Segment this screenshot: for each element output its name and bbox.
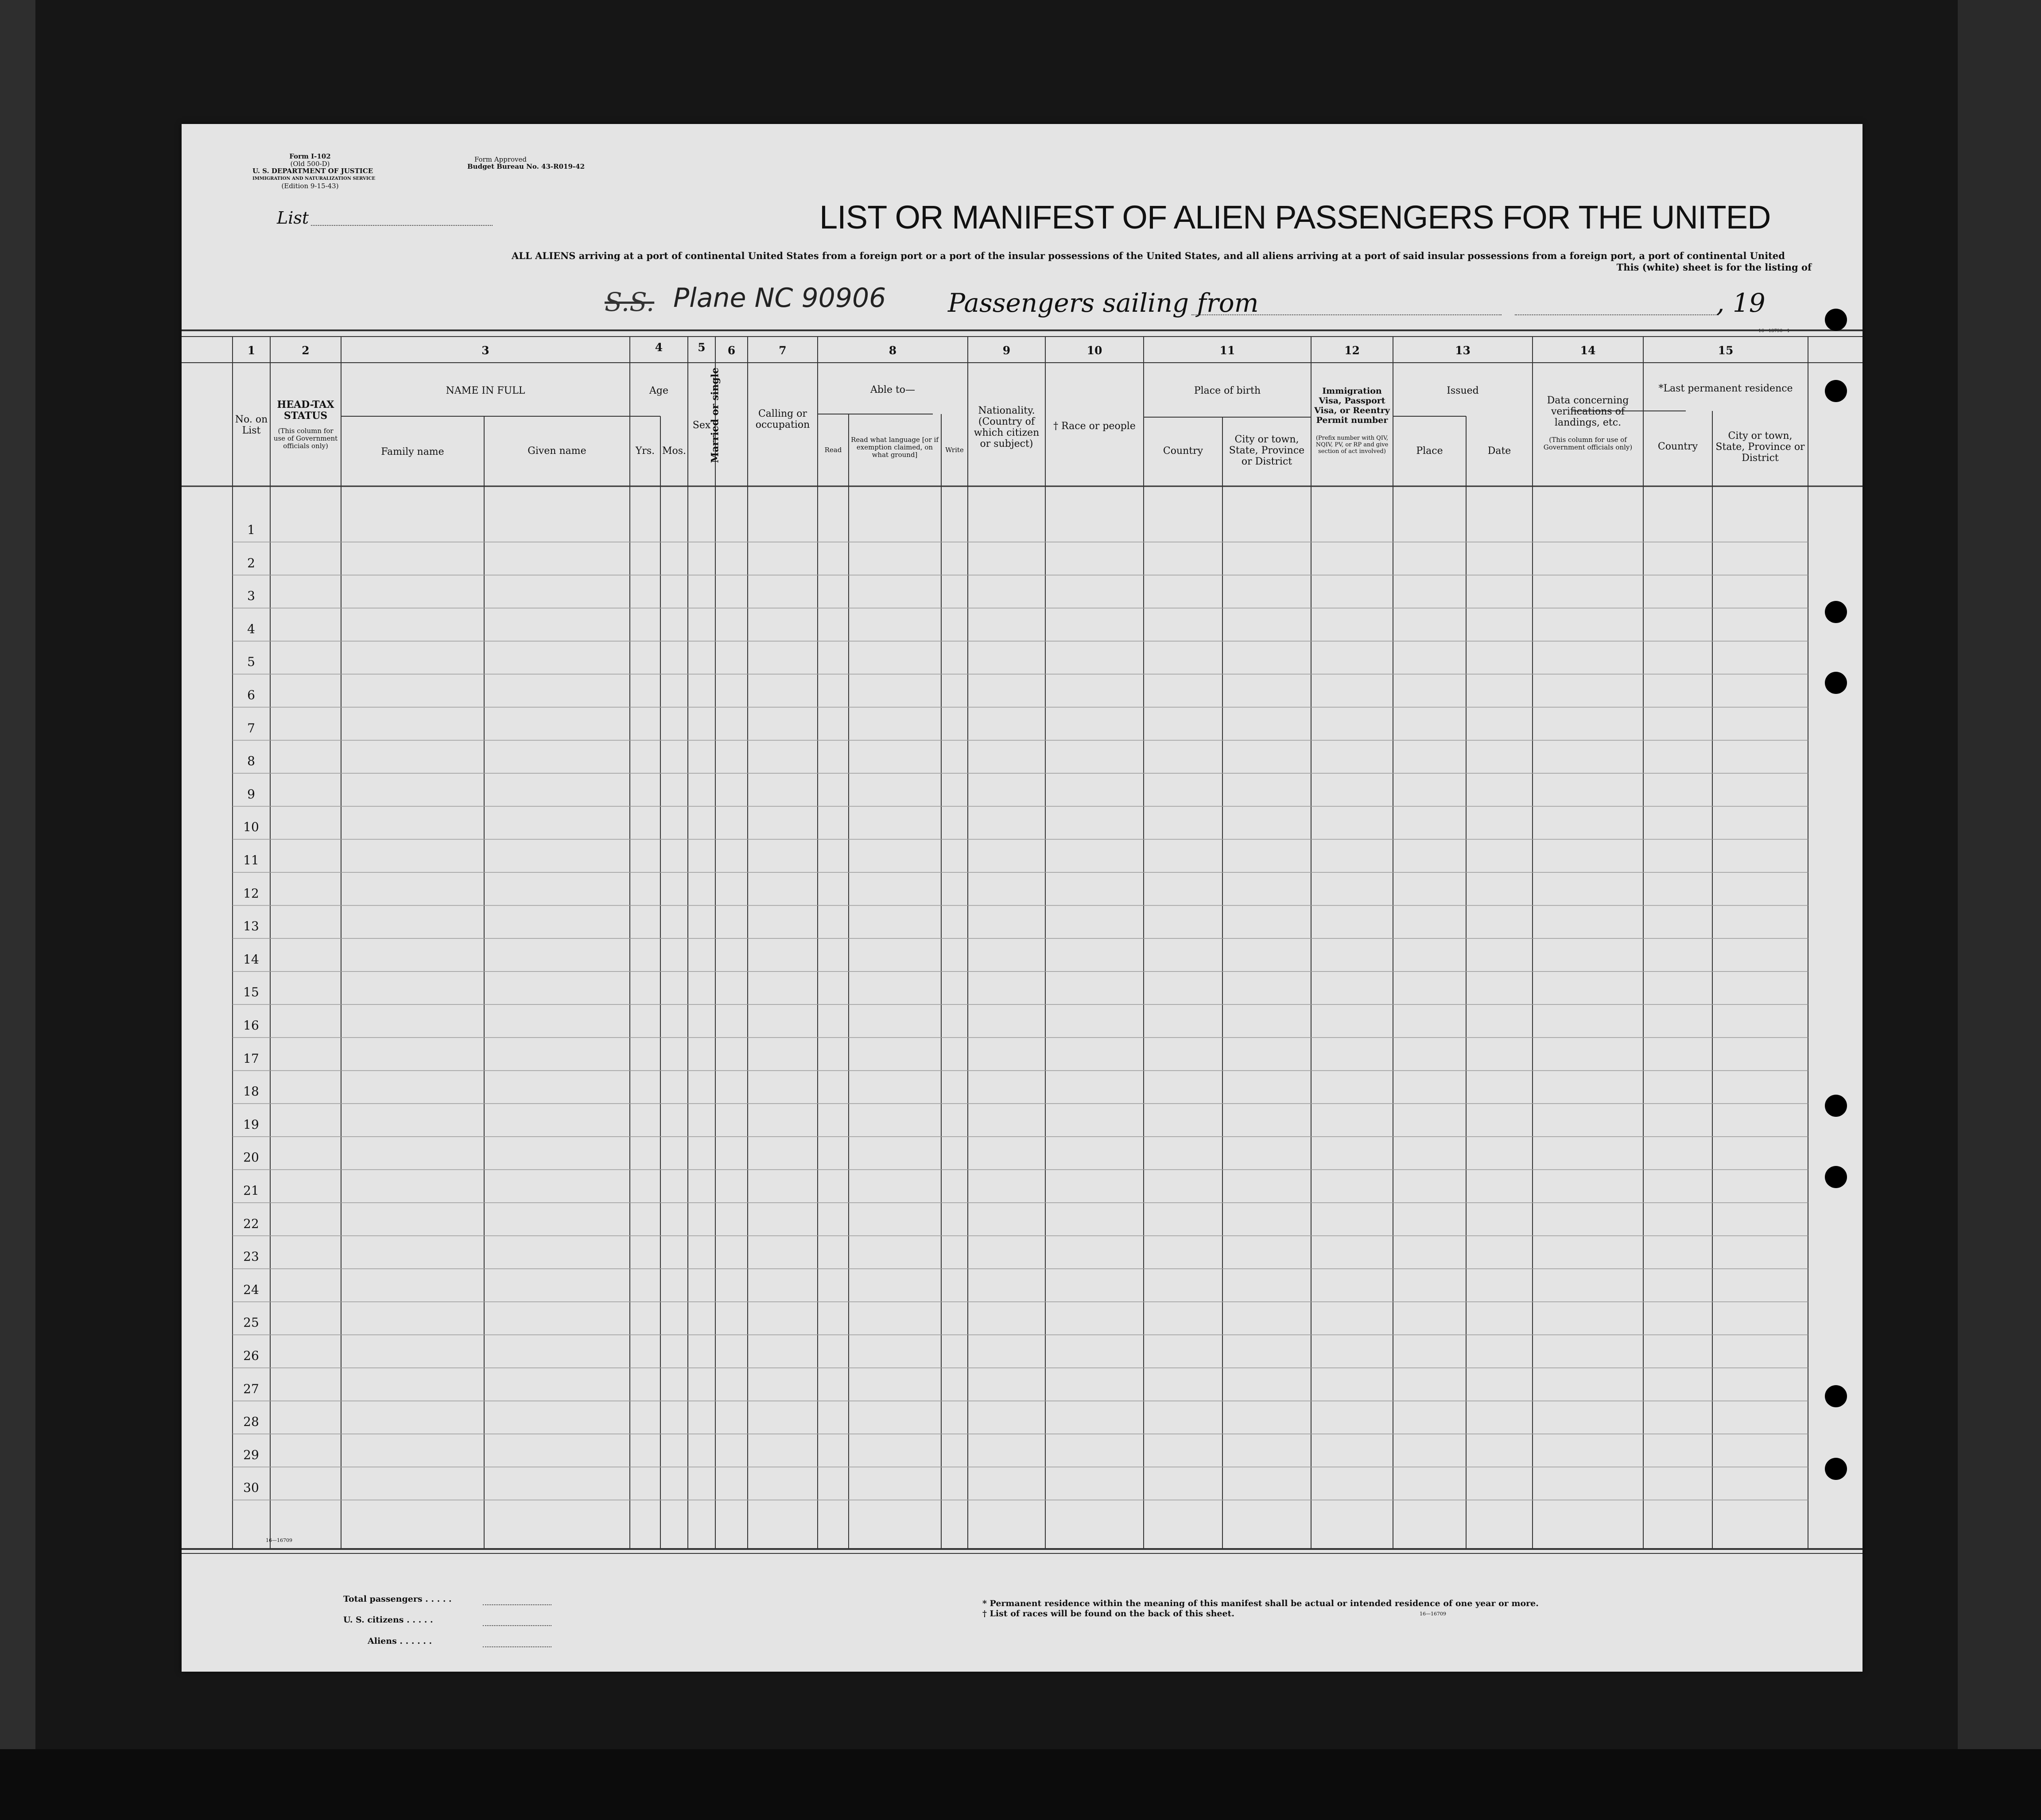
header-mos: Mos. [662,445,687,457]
row-number: 27 [243,1381,259,1396]
note-races: † List of races will be found on the back of this sheet. [982,1609,1234,1619]
binder-hole [1825,1458,1847,1480]
row-number: 21 [243,1183,259,1198]
header-issued-place: Place [1416,445,1443,457]
year-prefix: , 19 [1716,288,1766,318]
row-number: 5 [247,654,255,670]
col-number-9: 9 [1002,344,1011,357]
header-race: † Race or people [1053,421,1136,432]
col-number-13: 13 [1455,344,1471,357]
budget-number: Budget Bureau No. 43-R019-42 [467,163,585,170]
form-number: Form I-102 [289,152,331,160]
col-number-5: 5 [698,341,706,354]
row-number: 12 [243,886,259,901]
col-number-10: 10 [1086,344,1102,357]
bottom-code-left: 16—16709 [266,1537,292,1543]
page-title: LIST OR MANIFEST OF ALIEN PASSENGERS FOR THE UNITED [819,199,1771,236]
col-number-12: 12 [1344,344,1360,357]
col-number-1: 1 [247,344,256,357]
row-number: 11 [243,853,259,867]
row-number: 30 [243,1480,259,1495]
row-number: 22 [243,1216,259,1231]
ship-name-handwritten: Plane NC 90906 [673,283,886,314]
manifest-sheet [182,124,1863,1672]
row-number: 19 [243,1117,259,1132]
row-number: 14 [243,952,259,967]
header-family-name: Family name [381,446,444,457]
header-nationality: Nationality. (Country of which citizen or subject) [974,405,1040,449]
edition: (Edition 9-15-43) [281,182,339,190]
binder-hole [1825,601,1847,623]
us-citizens-label: U. S. citizens . . . . . [343,1615,433,1625]
form-approved: Form Approved [474,155,527,163]
row-number: 28 [243,1414,259,1429]
header-name-in-full: NAME IN FULL [446,385,525,396]
row-number: 24 [243,1282,259,1297]
header-issued-date: Date [1487,445,1511,457]
row-number: 25 [243,1315,259,1330]
row-number: 4 [247,621,255,636]
row-number: 23 [243,1249,259,1264]
header-write: Write [945,446,964,454]
row-number: 17 [243,1051,259,1066]
header-place-of-birth: Place of birth [1194,385,1261,396]
header-read: Read [824,446,842,454]
col-number-3: 3 [481,344,489,357]
binder-hole [1825,380,1847,402]
form-old: (Old 500-D) [290,160,330,168]
list-label: List [277,208,309,228]
col-number-11: 11 [1219,344,1235,357]
col-number-15: 15 [1718,344,1734,357]
col-number-14: 14 [1580,344,1596,357]
header-birth-city: City or town, State, Province or District [1229,434,1305,467]
instructions-line-2: This (white) sheet is for the listing of [1616,262,1812,273]
header-last-residence: *Last permanent residence [1658,383,1793,394]
bottom-code-right: 16—16709 [1420,1611,1446,1617]
header-data-note: (This column for use of Government officials only) [1543,436,1633,451]
row-number: 7 [247,720,255,736]
col-number-6: 6 [727,344,736,357]
header-sex: Sex [692,420,711,431]
col-number-7: 7 [779,344,787,357]
row-number: 16 [243,1018,259,1033]
row-number: 9 [247,786,255,802]
header-visa: Immigration Visa, Passport Visa, or Reentry Permit number [1314,386,1390,425]
total-passengers-label: Total passengers . . . . . [343,1594,452,1604]
header-yrs: Yrs. [635,445,655,457]
header-given-name: Given name [528,445,586,457]
department: U. S. DEPARTMENT OF JUSTICE [252,167,373,175]
header-no-on-list: No. on List [235,414,268,436]
header-calling: Calling or occupation [755,408,810,430]
service: IMMIGRATION AND NATURALIZATION SERVICE [252,176,376,181]
binder-hole [1825,309,1847,331]
col-number-8: 8 [889,344,897,357]
row-number: 3 [247,589,255,604]
ss-label: S.S. [605,287,655,317]
col-number-4: 4 [655,341,663,354]
us-citizens-field[interactable] [483,1625,551,1626]
header-head-tax: HEAD-TAX STATUS [277,399,334,422]
binder-hole [1825,1166,1847,1188]
row-number: 18 [243,1084,259,1099]
binder-hole [1825,1095,1847,1117]
row-number: 6 [247,688,255,702]
header-read-language: Read what language [or if exemption claimed, on what ground] [851,436,939,459]
row-number: 29 [243,1447,259,1462]
header-able-to: Able to— [870,384,916,395]
header-head-tax-note: (This column for use of Government officials only) [273,427,338,450]
row-number: 15 [243,985,259,1000]
row-number: 2 [247,555,255,570]
header-birth-country: Country [1163,445,1203,457]
binder-hole [1825,1385,1847,1407]
corner-code: 16—13790—1 [1758,329,1790,333]
header-visa-note: (Prefix number with QIV, NQIV, PV, or RP and give section of act involved) [1315,435,1389,455]
binder-hole [1825,672,1847,694]
row-number: 8 [247,754,255,769]
aliens-field[interactable] [483,1646,551,1647]
header-lr-country: Country [1657,441,1698,452]
header-data-concerning: Data concerning verifications of landings, etc. [1547,395,1629,428]
row-number: 20 [243,1150,259,1165]
row-number: 26 [243,1348,259,1363]
header-married-single: Married or single [709,367,721,463]
total-passengers-field[interactable] [483,1604,551,1605]
header-lr-city: City or town, State, Province or District [1715,430,1805,464]
instructions-line-1: ALL ALIENS arriving at a port of continental United States from a foreign port or a port of the insular possessions of the United States, and all aliens arriving at a port of said insular possessions from a foreign port, a port of continental United [512,250,1785,261]
aliens-label: Aliens . . . . . . [368,1636,432,1646]
row-number: 1 [247,523,255,537]
note-permanent-residence: * Permanent residence within the meaning of this manifest shall be actual or intended residence of one year or more. [982,1599,1539,1608]
col-number-2: 2 [302,344,310,357]
header-age: Age [649,385,668,396]
sailing-label: Passengers sailing from [948,288,1259,318]
row-number: 13 [243,919,259,934]
row-number: 10 [243,820,259,835]
header-issued: Issued [1447,385,1479,396]
